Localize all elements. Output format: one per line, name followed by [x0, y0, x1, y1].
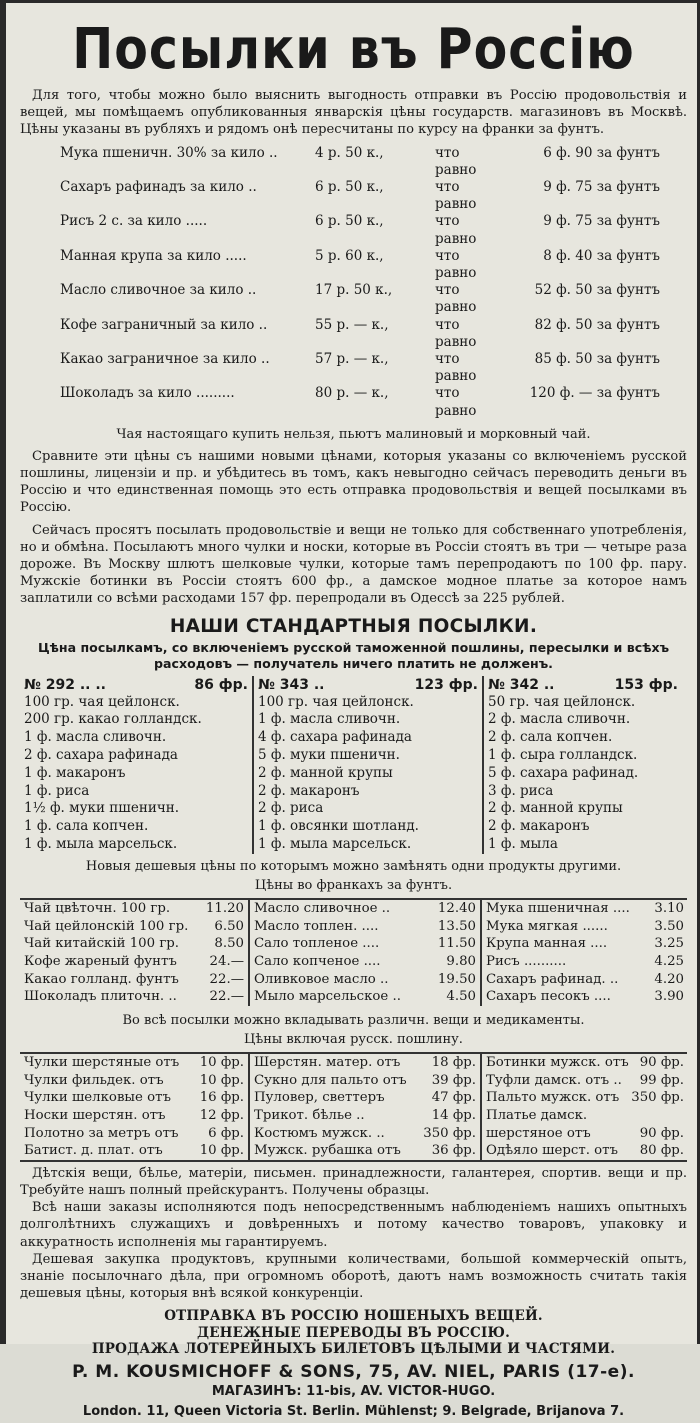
goods-price-value: 90 фр. [639, 1125, 684, 1141]
parcel-3 [482, 676, 682, 854]
food-price-row [24, 953, 244, 971]
food-price-row [486, 918, 684, 936]
firm-address: P. M. KOUSMICHOFF & SONS, 75, AV. NIEL, PARIS (17-e). [72, 1361, 635, 1382]
parcel-item: 1 ф. масла сливочн. [258, 711, 401, 728]
parcel-item: 2 ф. макаронъ [488, 818, 590, 835]
goods-price-row [486, 1054, 684, 1072]
food-price-name: Сало копченое .... [254, 954, 381, 970]
food-price-value: 4.20 [654, 971, 684, 987]
price-cell: 6 р. 50 к., [315, 179, 384, 196]
parcel-header [258, 676, 478, 694]
parcel-item: 100 гр. чая цейлонск. [258, 693, 414, 710]
parcel-item: 100 гр. чая цейлонск. [24, 693, 180, 710]
parcel-columns [20, 676, 687, 854]
parcel-item: 1 ф. риса [24, 782, 90, 799]
price-cell: что равно [435, 179, 477, 213]
goods-price-row [486, 1107, 684, 1125]
food-price-value: 4.25 [654, 954, 684, 970]
food-price-row [24, 918, 244, 936]
food-price-value: 6.50 [214, 918, 244, 934]
food-price-row [254, 900, 476, 918]
food-price-column [248, 900, 480, 1006]
food-price-value: 8.50 [214, 936, 244, 952]
price-cell: что равно [435, 385, 477, 419]
parcel-item: 1 ф. мыла [488, 836, 558, 853]
food-price-column [20, 900, 248, 1006]
intro-paragraph: Для того, чтобы можно было выяснить выгодность отправки въ Россію продовольствія и вещей, мы помѣщаемъ опубликованныя январскія цѣны государств. магазиновъ въ Москвѣ. Цѣны указаны въ рубляхъ и рядомъ онѣ пересчитаны по курсу на франки за фунтъ. [20, 88, 687, 138]
parcel-item: 50 гр. чая цейлонск. [488, 693, 636, 710]
parcel-item: 1½ ф. муки пшеничн. [24, 800, 180, 817]
food-price-value: 3.50 [654, 918, 684, 934]
goods-price-row [254, 1142, 476, 1160]
service-line-1: ОТПРАВКА ВЪ РОССІЮ НОШЕНЫХЪ ВЕЩЕЙ. [164, 1308, 543, 1325]
goods-price-column [248, 1054, 480, 1160]
parcel-item: 1 ф. сала копчен. [24, 818, 149, 835]
food-price-column [480, 900, 688, 1006]
goods-price-name: Ботинки мужск. отъ [486, 1055, 629, 1071]
price-row [60, 179, 660, 213]
food-price-row [254, 935, 476, 953]
price-cell: 55 р. — к., [315, 316, 389, 333]
price-row [60, 282, 660, 316]
goods-price-name: Костюмъ мужск. .. [254, 1125, 385, 1141]
goods-price-row [254, 1054, 476, 1072]
food-price-row [24, 900, 244, 918]
price-cell: что равно [435, 351, 477, 385]
goods-price-value: 14 фр. [431, 1108, 476, 1124]
parcel-number: № 342 .. [488, 676, 555, 693]
goods-price-value: 18 фр. [431, 1055, 476, 1071]
price-cell: 82 ф. 50 за фунтъ [534, 316, 660, 333]
food-price-row [24, 988, 244, 1006]
service-line-3: ПРОДАЖА ЛОТЕРЕЙНЫХЪ БИЛЕТОВЪ ЦѢЛЫМИ И ЧАСТЯМИ. [91, 1341, 616, 1358]
price-cell: что равно [435, 247, 477, 282]
food-price-row [254, 953, 476, 971]
food-price-name: Оливковое масло .. [254, 971, 389, 987]
food-price-value: 11.20 [205, 901, 244, 917]
goods-price-value: 10 фр. [199, 1143, 244, 1159]
food-price-value: 3.10 [654, 901, 684, 917]
parcel-item: 2 ф. масла сливочн. [488, 711, 631, 728]
goods-price-value: 10 фр. [199, 1055, 244, 1071]
price-row [60, 351, 660, 385]
goods-price-name: Платье дамск. [486, 1108, 588, 1124]
goods-price-value: 10 фр. [199, 1072, 244, 1088]
goods-price-row [24, 1089, 244, 1107]
parcel-item: 2 ф. макаронъ [258, 782, 360, 799]
goods-price-name: Мужск. рубашка отъ [254, 1143, 401, 1159]
goods-price-name: Чулки шерстяные отъ [24, 1055, 180, 1071]
goods-price-name: Одѣяло шерст. отъ [486, 1143, 618, 1159]
price-cell: 6 р. 50 к., [315, 213, 384, 230]
food-price-name: Кофе жареный фунтъ [24, 954, 177, 970]
goods-price-value: 99 фр. [639, 1072, 684, 1088]
goods-price-row [24, 1054, 244, 1072]
price-cell: Сахаръ рафинадъ за кило .. [60, 179, 257, 196]
price-cell: Манная крупа за кило ..... [60, 247, 247, 264]
food-price-row [24, 971, 244, 989]
goods-price-row [254, 1125, 476, 1143]
parcel-item: 5 ф. сахара рафинад. [488, 764, 639, 781]
goods-price-value: 36 фр. [431, 1143, 476, 1159]
price-cell: 52 ф. 50 за фунтъ [534, 282, 660, 299]
food-price-value: 22.— [209, 989, 244, 1005]
goods-price-name: Трикот. бѣлье .. [254, 1108, 365, 1124]
goods-price-column [20, 1054, 248, 1160]
goods-price-value: 90 фр. [639, 1055, 684, 1071]
price-cell: что равно [435, 144, 477, 178]
goods-price-row [254, 1089, 476, 1107]
parcel-number: № 343 .. [258, 676, 325, 693]
parcel-price: 123 фр. [414, 676, 478, 693]
food-price-value: 22.— [209, 971, 244, 987]
goods-price-row [24, 1142, 244, 1160]
goods-price-row [24, 1107, 244, 1125]
price-cell: Шоколадъ за кило ......... [60, 385, 235, 402]
parcel-item: 1 ф. мыла марсельск. [258, 836, 412, 853]
standard-parcels-heading: НАШИ СТАНДАРТНЫЯ ПОСЫЛКИ. [169, 615, 538, 637]
price-cell: Масло сливочное за кило .. [60, 282, 257, 299]
food-price-value: 12.40 [437, 901, 476, 917]
food-price-row [486, 988, 684, 1006]
food-price-name: Рисъ .......... [486, 954, 567, 970]
goods-price-row [24, 1125, 244, 1143]
parcel-item: 5 ф. муки пшеничн. [258, 747, 400, 764]
parcel-1 [20, 676, 252, 854]
page-title: Посылки въ Россію [72, 16, 635, 82]
parcel-item: 2 ф. сахара рафинада [24, 747, 178, 764]
parcel-item: 1 ф. макаронъ [24, 764, 126, 781]
misc-paragraph: Дѣтскія вещи, бѣлье, матеріи, письмен. принадлежности, галантерея, спортив. вещи и пр. Требуйте нашъ полный прейскурантъ. Получены образцы. [20, 1165, 687, 1198]
food-price-name: Чай цейлонскій 100 гр. [24, 918, 189, 934]
parcel-number: № 292 .. .. [24, 676, 106, 693]
price-cell: 8 ф. 40 за фунтъ [543, 247, 660, 264]
goods-price-name: Полотно за метръ отъ [24, 1125, 179, 1141]
food-price-row [486, 953, 684, 971]
moscow-price-list [60, 145, 660, 420]
food-price-columns [20, 898, 687, 1006]
goods-price-row [486, 1072, 684, 1090]
goods-price-columns [20, 1052, 687, 1162]
parcel-item: 200 гр. какао голландск. [24, 711, 202, 728]
goods-price-row [254, 1107, 476, 1125]
food-price-name: Мука мягкая ...... [486, 918, 608, 934]
goods-price-name: Пальто мужск. отъ [486, 1090, 620, 1106]
food-price-row [24, 935, 244, 953]
parcel-item: 1 ф. мыла марсельск. [24, 836, 178, 853]
goods-price-name: Сукно для пальто отъ [254, 1072, 407, 1088]
price-row [60, 213, 660, 247]
goods-price-row [254, 1072, 476, 1090]
price-cell: 80 р. — к., [315, 385, 389, 402]
price-cell: 120 ф. — за фунтъ [529, 385, 660, 402]
goods-price-value: 47 фр. [431, 1090, 476, 1106]
food-price-row [486, 935, 684, 953]
goods-price-row [24, 1072, 244, 1090]
parcel-2 [252, 676, 482, 854]
goods-price-value: 6 фр. [208, 1125, 244, 1141]
parcel-item: 2 ф. манной крупы [488, 800, 623, 817]
new-prices-unit: Цѣны во франкахъ за фунтъ. [254, 878, 453, 894]
food-price-name: Сахаръ песокъ .... [486, 989, 611, 1005]
put-note: Во всѣ посылки можно вкладывать различн. вещи и медикаменты. [122, 1012, 585, 1028]
goods-price-value: 12 фр. [199, 1108, 244, 1124]
food-price-name: Сахаръ рафинад. .. [486, 971, 619, 987]
food-price-row [254, 918, 476, 936]
food-price-name: Какао голланд. фунтъ [24, 971, 179, 987]
food-price-name: Мука пшеничная .... [486, 901, 630, 917]
food-price-value: 11.50 [437, 936, 476, 952]
price-cell: 9 ф. 75 за фунтъ [543, 179, 660, 196]
food-price-row [254, 988, 476, 1006]
food-price-value: 13.50 [437, 918, 476, 934]
parcel-item: 2 ф. манной крупы [258, 764, 393, 781]
compare-paragraph: Сравните эти цѣны съ нашими новыми цѣнами, которыя указаны со включеніемъ русской пошлины, лицензіи и пр. и убѣдитесь въ томъ, какъ невыгодно сейчасъ переводить деньги въ Россію и что единственная помощь это есть отправка продовольствія и вещей посылками въ Россію. [20, 448, 687, 516]
cheap-paragraph: Дешевая закупка продуктовъ, крупными количествами, большой коммерческій опытъ, знаніе посылочнаго дѣла, при огромномъ оборотѣ, даютъ намъ возможность считать такія дешевыя цѣны, которыя внѣ всякой конкуренціи. [20, 1251, 687, 1302]
goods-price-name: Носки шерстян. отъ [24, 1108, 166, 1124]
parcel-item: 2 ф. сала копчен. [488, 729, 613, 746]
shop-address: МАГАЗИНЪ: 11-bis, AV. VICTOR-HUGO. [211, 1383, 496, 1399]
goods-price-name: Чулки фильдек. отъ [24, 1072, 164, 1088]
parcel-item: 2 ф. риса [258, 800, 324, 817]
parcel-header [24, 676, 248, 694]
food-price-name: Чай цвѣточн. 100 гр. [24, 901, 171, 917]
goods-price-row [486, 1142, 684, 1160]
price-cell: 57 р. — к., [315, 351, 389, 368]
goods-price-value: 80 фр. [639, 1143, 684, 1159]
goods-price-name: Батист. д. плат. отъ [24, 1143, 163, 1159]
new-prices-line: Новыя дешевыя цѣны по которымъ можно замѣнять одни продукты другими. [85, 858, 622, 874]
price-row [60, 385, 660, 419]
price-cell: 9 ф. 75 за фунтъ [543, 213, 660, 230]
parcel-price: 86 фр. [194, 676, 248, 693]
food-price-value: 9.80 [446, 954, 476, 970]
food-price-value: 3.25 [654, 936, 684, 952]
price-cell: 85 ф. 50 за фунтъ [534, 351, 660, 368]
food-price-name: Масло топлен. .... [254, 918, 379, 934]
goods-price-value: 16 фр. [199, 1090, 244, 1106]
food-price-row [486, 971, 684, 989]
goods-price-row [486, 1089, 684, 1107]
food-price-name: Масло сливочное .. [254, 901, 391, 917]
price-cell: Мука пшеничн. 30% за кило .. [60, 144, 278, 161]
price-cell: что равно [435, 213, 477, 247]
food-price-row [254, 971, 476, 989]
service-line-2: ДЕНЕЖНЫЕ ПЕРЕВОДЫ ВЪ РОССІЮ. [196, 1324, 510, 1341]
tea-note: Чая настоящаго купить нельзя, пьютъ малиновый и морковный чай. [116, 426, 591, 442]
food-price-name: Крупа манная .... [486, 936, 608, 952]
food-price-name: Мыло марсельское .. [254, 989, 401, 1005]
standard-parcels-subheading: Цѣна посылкамъ, со включеніемъ русской таможенной пошлины, пересылки и всѣхъ расходовъ — получатель ничего платить не долженъ. [37, 639, 670, 671]
food-price-value: 24.— [209, 954, 244, 970]
price-cell: 5 р. 60 к., [315, 247, 384, 264]
parcel-item: 3 ф. риса [488, 782, 554, 799]
goods-price-name: шерстяное отъ [486, 1125, 591, 1141]
food-price-row [486, 900, 684, 918]
parcel-item: 1 ф. масла сливочн. [24, 729, 167, 746]
goods-price-row [486, 1125, 684, 1143]
price-cell: что равно [435, 282, 477, 316]
food-price-value: 3.90 [654, 989, 684, 1005]
parcel-price: 153 фр. [614, 676, 678, 693]
food-price-name: Сало топленое .... [254, 936, 380, 952]
branch-addresses: London. 11, Queen Victoria St. Berlin. Mühlenst; 9. Belgrade, Brijanova 7. [82, 1403, 625, 1419]
goods-price-value: 350 фр. [423, 1125, 476, 1141]
food-price-name: Шоколадъ плиточн. .. [24, 989, 177, 1005]
parcel-item: 4 ф. сахара рафинада [258, 729, 412, 746]
price-cell: Какао заграничное за кило .. [60, 351, 270, 368]
goods-price-value: 350 фр. [631, 1090, 684, 1106]
duty-note: Цѣны включая русск. пошлину. [244, 1032, 463, 1048]
price-cell: что равно [435, 316, 477, 350]
parcel-header [488, 676, 678, 694]
parcel-item: 1 ф. сыра голландск. [488, 747, 638, 764]
request-paragraph: Сейчасъ просятъ посылать продовольствіе и вещи не только для собственнаго употребленія, но и обмѣна. Посылаютъ много чулки и носки, которые въ Россіи стоятъ въ три — четыре раза дороже. Въ Москву шлютъ шелковые чулки, которые тамъ перепродаютъ по 100 фр. пару. Мужскіе ботинки въ Россіи стоятъ 600 фр., а дамское модное платье за которое намъ заплатили со всѣми расходами 157 фр. перепродали въ Одессѣ за 225 рублей. [20, 522, 687, 607]
goods-price-name: Шерстян. матер. отъ [254, 1055, 401, 1071]
price-cell: Кофе заграничный за кило .. [60, 316, 268, 333]
goods-price-name: Туфли дамск. отъ .. [486, 1072, 622, 1088]
goods-price-value: 39 фр. [431, 1072, 476, 1088]
parcel-item: 1 ф. овсянки шотланд. [258, 818, 419, 835]
food-price-name: Чай китайскій 100 гр. [24, 936, 180, 952]
food-price-value: 19.50 [437, 971, 476, 987]
price-row [60, 145, 660, 179]
goods-price-column [480, 1054, 688, 1160]
price-cell: 17 р. 50 к., [315, 282, 393, 299]
goods-price-name: Пуловер, светтеръ [254, 1090, 385, 1106]
goods-price-name: Чулки шелковые отъ [24, 1090, 171, 1106]
price-row [60, 317, 660, 351]
food-price-value: 4.50 [446, 989, 476, 1005]
orders-paragraph: Всѣ наши заказы исполняются подъ непосредственнымъ наблюденіемъ нашихъ опытныхъ долголѣтнихъ служащихъ и довѣренныхъ и потому качество товаровъ, упаковку и аккуратность исполненія мы гарантируемъ. [20, 1200, 687, 1250]
price-cell: 4 р. 50 к., [315, 144, 384, 161]
price-cell: Рисъ 2 с. за кило ..... [60, 213, 208, 230]
price-cell: 6 ф. 90 за фунтъ [543, 144, 660, 161]
price-row [60, 248, 660, 282]
